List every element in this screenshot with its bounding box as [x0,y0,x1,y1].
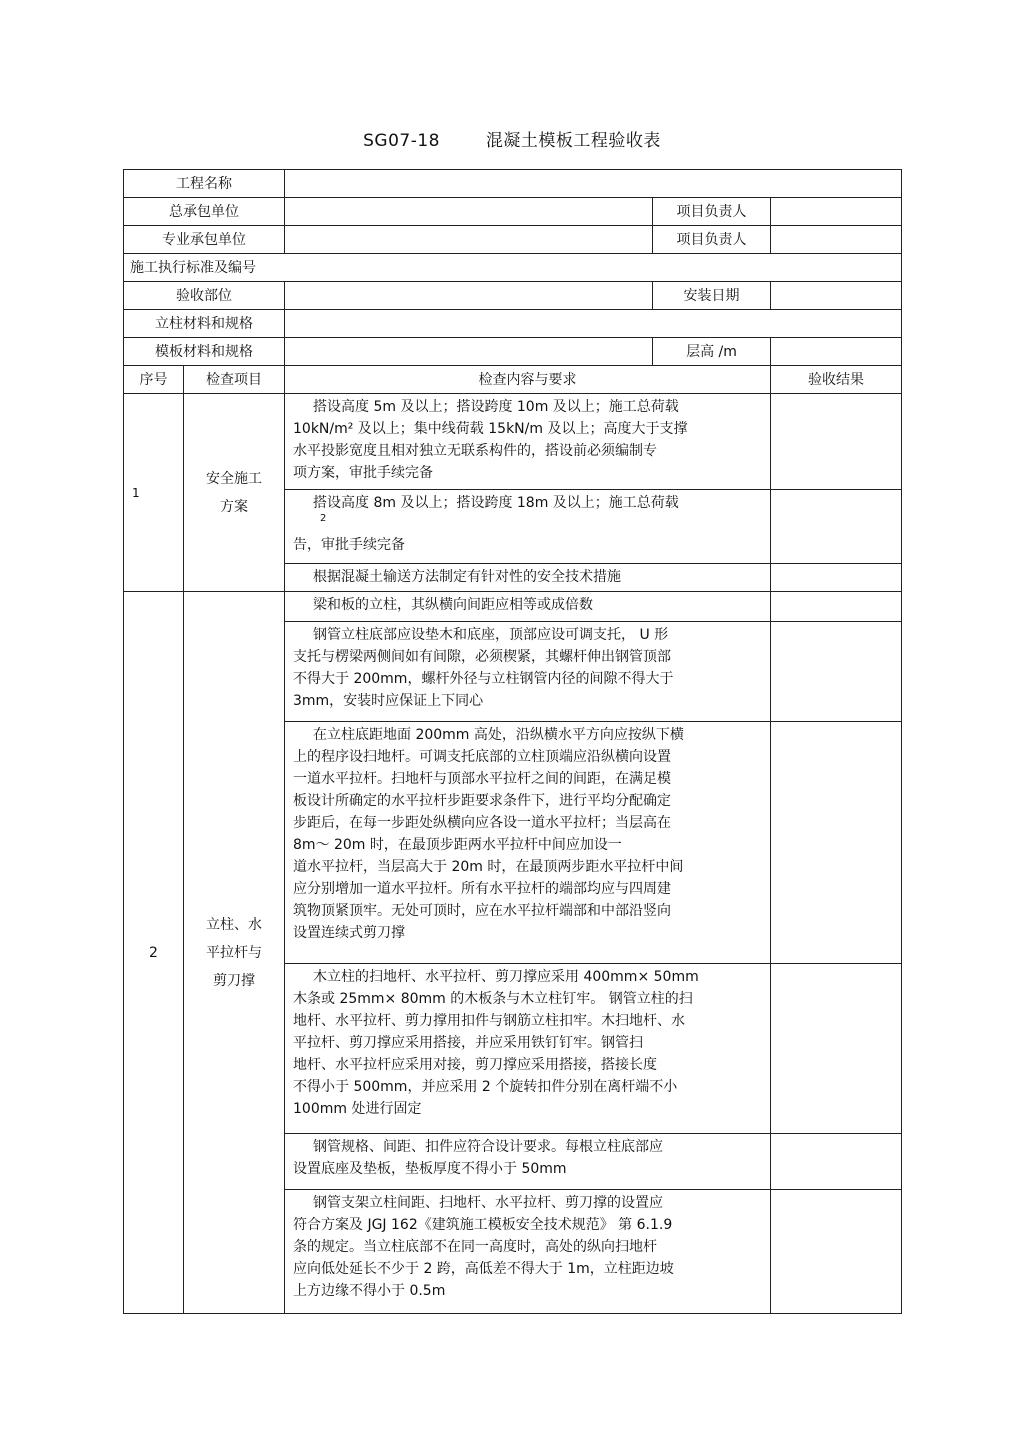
content-line: 8m～ 20m 时，在最顶步距两水平拉杆中间应加设一 [293,837,622,853]
label-acceptance-part: 验收部位 [124,282,285,310]
value-install-date[interactable] [771,282,902,310]
content-line: 步距后，在每一步距处纵横向应各设一道水平拉杆；当层高在 [293,815,671,831]
label-project-name: 工程名称 [124,170,285,198]
content-line: 板设计所确定的水平拉杆步距要求条件下，进行平均分配确定 [293,793,671,809]
label-floor-height: 层高 /m [653,338,771,366]
content-line: 筑物顶紧顶牢。无处可顶时，应在水平拉杆端部和中部沿竖向 [293,903,671,919]
check-content [285,394,771,490]
label-install-date: 安装日期 [653,282,771,310]
check-content [285,592,771,622]
content-line: 搭设高度 8m 及以上；搭设跨度 18m 及以上；施工总荷载 [313,495,679,511]
content-line: 10kN/m² 及以上；集中线荷载 15kN/m 及以上；高度大于支撑 [293,421,688,437]
content-line: 根据混凝土输送方法制定有针对性的安全技术措施 [313,569,621,585]
content-line: 3mm，安装时应保证上下同心 [293,693,484,709]
col-header-content: 检查内容与要求 [285,366,771,394]
value-column-material[interactable] [285,310,902,338]
content-line: 钢管规格、间距、扣件应符合设计要求。每根立柱底部应 [313,1139,663,1155]
content-line: 平拉杆、剪刀撑应采用搭接，并应采用铁钉钉牢。钢管扫 [293,1035,643,1051]
label-general-contractor: 总承包单位 [124,198,285,226]
content-line: 不得小于 500mm，并应采用 2 个旋转扣件分别在离杆端不小 [293,1079,678,1095]
value-project-manager-2[interactable] [771,226,902,254]
content-line: 应向低处延长不少于 2 跨，高低差不得大于 1m，立柱距边坡 [293,1261,674,1277]
label-column-material: 立柱材料和规格 [124,310,285,338]
content-line: 支托与楞梁两侧间如有间隙，必须楔紧，其螺杆伸出钢管顶部 [293,649,671,665]
column-header-row [124,366,902,394]
table-row [124,394,902,490]
row-seq: 2 [124,592,184,1314]
content-line: 梁和板的立柱，其纵横向间距应相等或成倍数 [313,597,593,613]
content-line: 搭设高度 5m 及以上；搭设跨度 10m 及以上；施工总荷载 [313,399,679,415]
col-header-seq: 序号 [124,366,184,394]
content-line: 道水平拉杆，当层高大于 20m 时，在最顶两步距水平拉杆中间 [293,859,684,875]
check-content [285,1134,771,1190]
check-content [285,564,771,592]
content-line: 条的规定。当立柱底部不在同一高度时，高处的纵向扫地杆 [293,1239,657,1255]
value-sub-contractor[interactable] [285,226,653,254]
row-project-name [124,170,902,198]
result-cell[interactable] [771,622,902,722]
col-header-item: 检查项目 [184,366,285,394]
row-seq: 1 [124,394,184,592]
content-line: 2 [320,514,327,524]
content-line: 不得大于 200mm，螺杆外径与立柱钢管内径的间隙不得大于 [293,671,674,687]
content-line: 符合方案及 JGJ 162《建筑施工模板安全技术规范》 第 6.1.9 [293,1217,673,1233]
content-line: 钢管立柱底部应设垫木和底座，顶部应设可调支托， U 形 [313,627,669,643]
acceptance-form-table [123,169,902,1314]
content-line: 地杆、水平拉杆、剪力撑用扣件与钢筋立柱扣牢。木扫地杆、水 [293,1013,685,1029]
content-line: 100mm 处进行固定 [293,1101,422,1117]
content-line: 设置连续式剪刀撑 [293,925,405,941]
col-header-result: 验收结果 [771,366,902,394]
result-cell[interactable] [771,1190,902,1314]
value-project-name[interactable] [285,170,902,198]
value-general-contractor[interactable] [285,198,653,226]
label-sub-contractor: 专业承包单位 [124,226,285,254]
item-line: 安全施工 [206,470,262,487]
content-line: 项方案，审批手续完备 [293,465,433,481]
content-line: 上方边缘不得小于 0.5m [293,1283,446,1299]
label-standard: 施工执行标准及编号 [124,254,902,282]
content-line: 木条或 25mm× 80mm 的木板条与木立柱钉牢。 钢管立柱的扫 [293,991,693,1007]
form-code: SG07-18 [363,131,440,151]
check-content [285,722,771,964]
check-content [285,622,771,722]
result-cell[interactable] [771,1134,902,1190]
result-cell[interactable] [771,592,902,622]
result-cell[interactable] [771,564,902,592]
row-item [184,394,285,592]
content-line: 一道水平拉杆。扫地杆与顶部水平拉杆之间的间距，在满足模 [293,771,671,787]
content-line: 木立柱的扫地杆、水平拉杆、剪刀撑应采用 400mm× 50mm [313,969,699,985]
content-line: 告，审批手续完备 [293,537,405,553]
row-formwork-material [124,338,902,366]
item-line: 方案 [220,498,248,515]
content-line: 水平投影宽度且相对独立无联系构件的，搭设前必须编制专 [293,443,657,459]
value-acceptance-part[interactable] [285,282,653,310]
content-line: 上的程序设扫地杆。可调支托底部的立柱顶端应沿纵横向设置 [293,749,671,765]
row-column-material [124,310,902,338]
content-line: 设置底座及垫板，垫板厚度不得小于 50mm [293,1161,567,1177]
value-project-manager[interactable] [771,198,902,226]
value-formwork-material[interactable] [285,338,653,366]
page-title [0,126,1024,151]
content-line: 钢管支架立柱间距、扫地杆、水平拉杆、剪刀撑的设置应 [313,1195,663,1211]
label-formwork-material: 模板材料和规格 [124,338,285,366]
result-cell[interactable] [771,394,902,490]
item-line: 剪刀撑 [213,972,255,989]
row-sub-contractor [124,226,902,254]
check-content [285,490,771,564]
result-cell[interactable] [771,964,902,1134]
content-line: 地杆、水平拉杆应采用对接，剪刀撑应采用搭接，搭接长度 [293,1057,657,1073]
label-project-manager: 项目负责人 [653,198,771,226]
check-content [285,1190,771,1314]
result-cell[interactable] [771,722,902,964]
row-acceptance-part [124,282,902,310]
item-line: 平拉杆与 [206,944,262,961]
content-line: 在立柱底距地面 200mm 高处，沿纵横水平方向应按纵下横 [313,727,684,743]
value-floor-height[interactable] [771,338,902,366]
item-line: 立柱、水 [206,916,262,933]
check-content [285,964,771,1134]
label-project-manager-2: 项目负责人 [653,226,771,254]
result-cell[interactable] [771,490,902,564]
row-item [184,592,285,1314]
row-standard [124,254,902,282]
table-row [124,592,902,622]
content-line: 应分别增加一道水平拉杆。所有水平拉杆的端部均应与四周建 [293,881,671,897]
form-name: 混凝土模板工程验收表 [485,131,661,151]
row-general-contractor [124,198,902,226]
